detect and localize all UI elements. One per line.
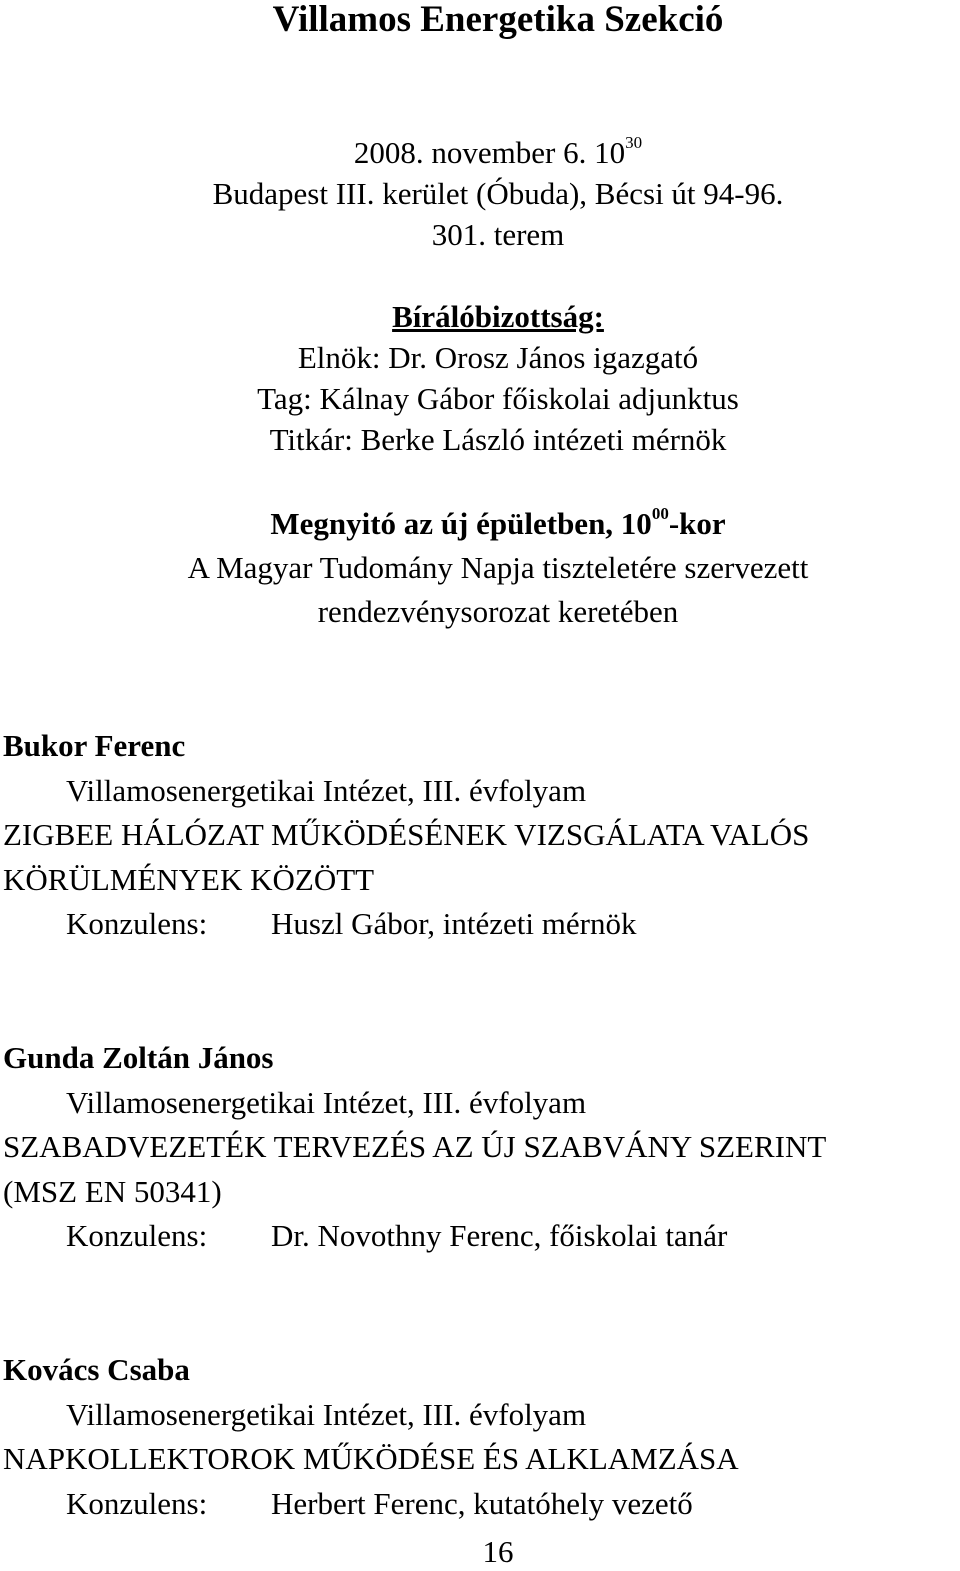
page-number: 16	[482, 1534, 514, 1569]
presentation-title-line: (MSZ EN 50341)	[3, 1173, 222, 1209]
opening-time-minutes: 00	[651, 503, 669, 523]
presenter-name: Gunda Zoltán János	[3, 1040, 274, 1075]
event-time-minutes: 30	[625, 132, 643, 152]
section-title: Villamos Energetika Szekció	[272, 0, 724, 40]
event-room: 301. terem	[431, 217, 565, 252]
presentation-title-line: KÖRÜLMÉNYEK KÖZÖTT	[3, 861, 375, 897]
consultant-label: Konzulens:	[66, 1218, 208, 1253]
opening-series: rendezvénysorozat keretében	[317, 594, 679, 629]
opening-line	[0, 502, 960, 546]
event-address: Budapest III. kerület (Óbuda), Bécsi út 94-96.	[212, 176, 784, 211]
committee-chair: Elnök: Dr. Orosz János igazgató	[297, 340, 699, 375]
presenter-institute: Villamosenergetikai Intézet, III. évfolyam	[66, 1396, 587, 1432]
event-date	[0, 132, 960, 173]
opening-occasion: A Magyar Tudomány Napja tiszteletére szervezett	[187, 550, 809, 585]
consultant-name: Dr. Novothny Ferenc, főiskolai tanár	[271, 1218, 728, 1253]
consultant-line	[3, 1214, 958, 1259]
opening-text: Megnyitó az új épületben, 10	[270, 506, 652, 541]
consultant-line	[3, 1482, 958, 1527]
presentation-title-line: SZABADVEZETÉK TERVEZÉS AZ ÚJ SZABVÁNY SZERINT	[3, 1129, 827, 1164]
presenter-name: Kovács Csaba	[3, 1352, 190, 1387]
presentation-entry	[3, 1348, 958, 1526]
presenter-institute: Villamosenergetikai Intézet, III. évfolyam	[66, 772, 587, 808]
presentation-entry	[3, 1036, 958, 1259]
presenter-name: Bukor Ferenc	[3, 728, 186, 763]
opening-info	[0, 502, 960, 634]
presentation-entry	[3, 724, 958, 947]
committee-heading: Bírálóbizottság:	[392, 299, 604, 334]
consultant-name: Huszl Gábor, intézeti mérnök	[271, 906, 637, 941]
event-date-text: 2008. november 6. 10	[353, 135, 626, 170]
committee-secretary: Titkár: Berke László intézeti mérnök	[269, 422, 727, 457]
committee-member: Tag: Kálnay Gábor főiskolai adjunktus	[257, 381, 739, 416]
consultant-label: Konzulens:	[66, 1485, 208, 1521]
presenter-institute: Villamosenergetikai Intézet, III. évfolyam	[66, 1084, 587, 1120]
committee	[0, 296, 960, 460]
event-info	[0, 132, 960, 255]
consultant-label: Konzulens:	[66, 906, 208, 941]
presentation-title-line: ZIGBEE HÁLÓZAT MŰKÖDÉSÉNEK VIZSGÁLATA VALÓS	[3, 817, 810, 852]
consultant-line	[3, 902, 958, 947]
consultant-name: Herbert Ferenc, kutatóhely vezető	[271, 1485, 693, 1521]
presentation-title-line: NAPKOLLEKTOROK MŰKÖDÉSE ÉS ALKLAMZÁSA	[3, 1441, 739, 1476]
opening-suffix: -kor	[668, 506, 726, 541]
